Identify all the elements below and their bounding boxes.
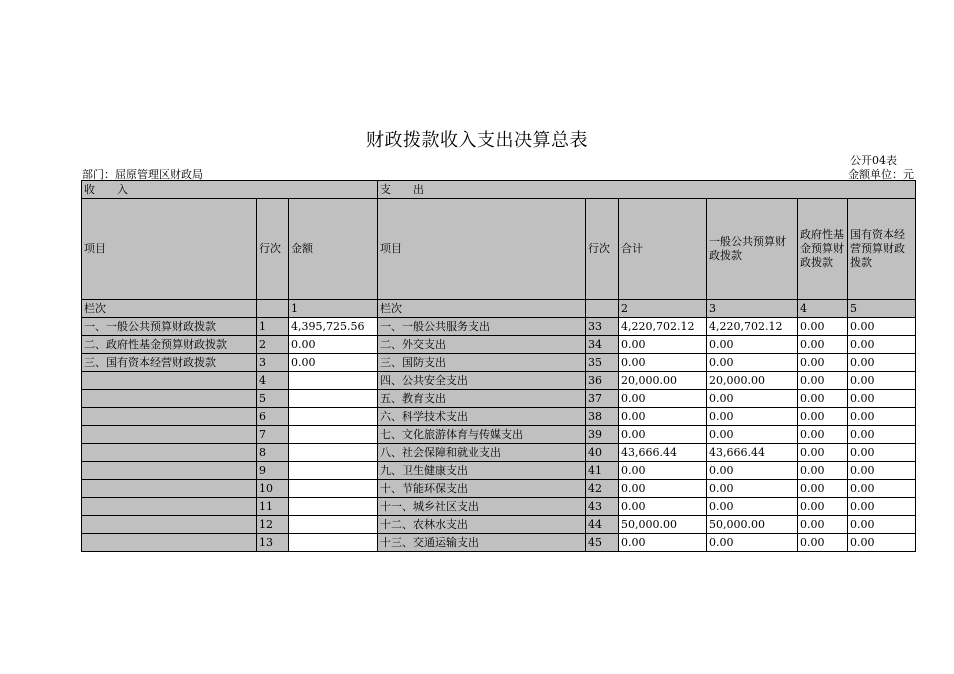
- gov-fund-cell: 0.00: [798, 408, 848, 426]
- expense-row-no-cell: 37: [586, 390, 619, 408]
- expense-row-no-cell: 41: [586, 462, 619, 480]
- income-amount-cell: 0.00: [289, 336, 378, 354]
- total-cell: 0.00: [619, 354, 707, 372]
- expense-item-cell: 七、文化旅游体育与传媒支出: [378, 426, 586, 444]
- col-label-empty: [586, 300, 619, 318]
- table-row: [82, 408, 916, 426]
- general-budget-cell: 43,666.44: [707, 444, 798, 462]
- income-row-no-cell: 11: [257, 498, 289, 516]
- gov-fund-cell: 0.00: [798, 534, 848, 552]
- expense-row-no-cell: 39: [586, 426, 619, 444]
- total-cell: 0.00: [619, 462, 707, 480]
- general-budget-cell: 0.00: [707, 354, 798, 372]
- general-budget-cell: 0.00: [707, 426, 798, 444]
- expense-item-cell: 三、国防支出: [378, 354, 586, 372]
- expense-section-header: 支 出: [378, 181, 916, 199]
- income-section-header: 收 入: [82, 181, 378, 199]
- expense-row-no-cell: 40: [586, 444, 619, 462]
- income-amount-header: 金额: [289, 199, 378, 300]
- table-row: [82, 354, 916, 372]
- expense-item-cell: 二、外交支出: [378, 336, 586, 354]
- expense-row-no-cell: 42: [586, 480, 619, 498]
- income-row-no-cell: 13: [257, 534, 289, 552]
- table-row: [82, 516, 916, 534]
- table-row: [82, 336, 916, 354]
- income-item-cell: 一、一般公共预算财政拨款: [82, 318, 257, 336]
- income-row-no-cell: 6: [257, 408, 289, 426]
- expense-item-cell: 五、教育支出: [378, 390, 586, 408]
- expense-row-no-cell: 33: [586, 318, 619, 336]
- expense-row-no-cell: 44: [586, 516, 619, 534]
- state-capital-cell: 0.00: [848, 444, 916, 462]
- gov-fund-cell: 0.00: [798, 390, 848, 408]
- gov-fund-cell: 0.00: [798, 516, 848, 534]
- total-cell: 0.00: [619, 498, 707, 516]
- income-item-cell: [82, 426, 257, 444]
- income-row-no-cell: 9: [257, 462, 289, 480]
- general-budget-cell: 0.00: [707, 480, 798, 498]
- income-amount-cell: [289, 408, 378, 426]
- expense-item-cell: 一、一般公共服务支出: [378, 318, 586, 336]
- state-capital-cell: 0.00: [848, 390, 916, 408]
- expense-item-cell: 六、科学技术支出: [378, 408, 586, 426]
- state-capital-cell: 0.00: [848, 336, 916, 354]
- total-cell: 0.00: [619, 336, 707, 354]
- total-cell: 4,220,702.12: [619, 318, 707, 336]
- total-cell: 50,000.00: [619, 516, 707, 534]
- income-amount-cell: [289, 516, 378, 534]
- income-item-cell: [82, 444, 257, 462]
- col-label-5: 5: [848, 300, 916, 318]
- column-number-row: [82, 300, 916, 318]
- income-row-no-cell: 12: [257, 516, 289, 534]
- total-cell: 0.00: [619, 390, 707, 408]
- expense-item-cell: 十、节能环保支出: [378, 480, 586, 498]
- table-row: [82, 534, 916, 552]
- income-amount-cell: 0.00: [289, 354, 378, 372]
- department-label: 部门：屈原管理区财政局: [82, 168, 203, 181]
- income-amount-cell: 4,395,725.56: [289, 318, 378, 336]
- amount-unit-label: 金额单位：元: [848, 168, 914, 181]
- state-capital-cell: 0.00: [848, 516, 916, 534]
- general-budget-header: 一般公共预算财政拨款: [707, 199, 798, 300]
- state-capital-cell: 0.00: [848, 354, 916, 372]
- form-number: 公开04表: [850, 154, 897, 167]
- total-header: 合计: [619, 199, 707, 300]
- expense-item-cell: 八、社会保障和就业支出: [378, 444, 586, 462]
- income-row-no-cell: 8: [257, 444, 289, 462]
- income-item-cell: 二、政府性基金预算财政拨款: [82, 336, 257, 354]
- expense-row-no-cell: 34: [586, 336, 619, 354]
- income-row-no-header: 行次: [257, 199, 289, 300]
- income-amount-cell: [289, 534, 378, 552]
- total-cell: 0.00: [619, 426, 707, 444]
- state-capital-cell: 0.00: [848, 318, 916, 336]
- gov-fund-cell: 0.00: [798, 426, 848, 444]
- gov-fund-header: 政府性基金预算财政拨款: [798, 199, 848, 300]
- total-cell: 0.00: [619, 408, 707, 426]
- income-row-no-cell: 7: [257, 426, 289, 444]
- gov-fund-cell: 0.00: [798, 498, 848, 516]
- income-item-cell: [82, 390, 257, 408]
- gov-fund-cell: 0.00: [798, 444, 848, 462]
- gov-fund-cell: 0.00: [798, 354, 848, 372]
- state-capital-cell: 0.00: [848, 426, 916, 444]
- general-budget-cell: 0.00: [707, 534, 798, 552]
- total-cell: 43,666.44: [619, 444, 707, 462]
- state-capital-header: 国有资本经营预算财政拨款: [848, 199, 916, 300]
- income-item-cell: [82, 498, 257, 516]
- income-row-no-cell: 1: [257, 318, 289, 336]
- total-cell: 0.00: [619, 534, 707, 552]
- income-row-no-cell: 5: [257, 390, 289, 408]
- general-budget-cell: 0.00: [707, 408, 798, 426]
- general-budget-cell: 0.00: [707, 390, 798, 408]
- gov-fund-cell: 0.00: [798, 336, 848, 354]
- table-row: [82, 444, 916, 462]
- col-label-3: 3: [707, 300, 798, 318]
- state-capital-cell: 0.00: [848, 372, 916, 390]
- col-label-4: 4: [798, 300, 848, 318]
- col-label-income: 栏次: [82, 300, 257, 318]
- income-amount-cell: [289, 462, 378, 480]
- general-budget-cell: 4,220,702.12: [707, 318, 798, 336]
- expense-row-no-cell: 43: [586, 498, 619, 516]
- table-row: [82, 426, 916, 444]
- income-amount-cell: [289, 444, 378, 462]
- total-cell: 20,000.00: [619, 372, 707, 390]
- general-budget-cell: 20,000.00: [707, 372, 798, 390]
- general-budget-cell: 50,000.00: [707, 516, 798, 534]
- income-item-cell: [82, 372, 257, 390]
- table-row: [82, 390, 916, 408]
- income-row-no-cell: 4: [257, 372, 289, 390]
- income-row-no-cell: 10: [257, 480, 289, 498]
- expense-row-no-header: 行次: [586, 199, 619, 300]
- income-amount-cell: [289, 498, 378, 516]
- gov-fund-cell: 0.00: [798, 372, 848, 390]
- expense-item-cell: 十二、农林水支出: [378, 516, 586, 534]
- income-amount-cell: [289, 390, 378, 408]
- gov-fund-cell: 0.00: [798, 462, 848, 480]
- gov-fund-cell: 0.00: [798, 480, 848, 498]
- column-header-row: [82, 199, 916, 300]
- table-row: [82, 372, 916, 390]
- expense-item-cell: 九、卫生健康支出: [378, 462, 586, 480]
- expense-row-no-cell: 36: [586, 372, 619, 390]
- report-title: 财政拨款收入支出决算总表: [366, 130, 588, 151]
- expense-row-no-cell: 45: [586, 534, 619, 552]
- expense-item-header: 项目: [378, 199, 586, 300]
- expense-row-no-cell: 38: [586, 408, 619, 426]
- income-row-no-cell: 3: [257, 354, 289, 372]
- gov-fund-cell: 0.00: [798, 318, 848, 336]
- income-item-cell: 三、国有资本经营财政拨款: [82, 354, 257, 372]
- income-amount-cell: [289, 480, 378, 498]
- income-item-cell: [82, 516, 257, 534]
- section-header-row: [82, 181, 916, 199]
- income-item-cell: [82, 462, 257, 480]
- table-row: [82, 462, 916, 480]
- col-label-empty: [257, 300, 289, 318]
- income-amount-cell: [289, 372, 378, 390]
- income-item-cell: [82, 408, 257, 426]
- table-row: [82, 318, 916, 336]
- general-budget-cell: 0.00: [707, 462, 798, 480]
- state-capital-cell: 0.00: [848, 462, 916, 480]
- state-capital-cell: 0.00: [848, 480, 916, 498]
- budget-summary-table: [81, 180, 916, 552]
- table-row: [82, 498, 916, 516]
- income-amount-cell: [289, 426, 378, 444]
- col-label-expense: 栏次: [378, 300, 586, 318]
- general-budget-cell: 0.00: [707, 336, 798, 354]
- expense-item-cell: 十一、城乡社区支出: [378, 498, 586, 516]
- general-budget-cell: 0.00: [707, 498, 798, 516]
- income-row-no-cell: 2: [257, 336, 289, 354]
- state-capital-cell: 0.00: [848, 498, 916, 516]
- expense-row-no-cell: 35: [586, 354, 619, 372]
- expense-item-cell: 十三、交通运输支出: [378, 534, 586, 552]
- col-label-1: 1: [289, 300, 378, 318]
- expense-item-cell: 四、公共安全支出: [378, 372, 586, 390]
- table-row: [82, 480, 916, 498]
- total-cell: 0.00: [619, 480, 707, 498]
- income-item-cell: [82, 480, 257, 498]
- income-item-cell: [82, 534, 257, 552]
- state-capital-cell: 0.00: [848, 534, 916, 552]
- income-item-header: 项目: [82, 199, 257, 300]
- state-capital-cell: 0.00: [848, 408, 916, 426]
- col-label-2: 2: [619, 300, 707, 318]
